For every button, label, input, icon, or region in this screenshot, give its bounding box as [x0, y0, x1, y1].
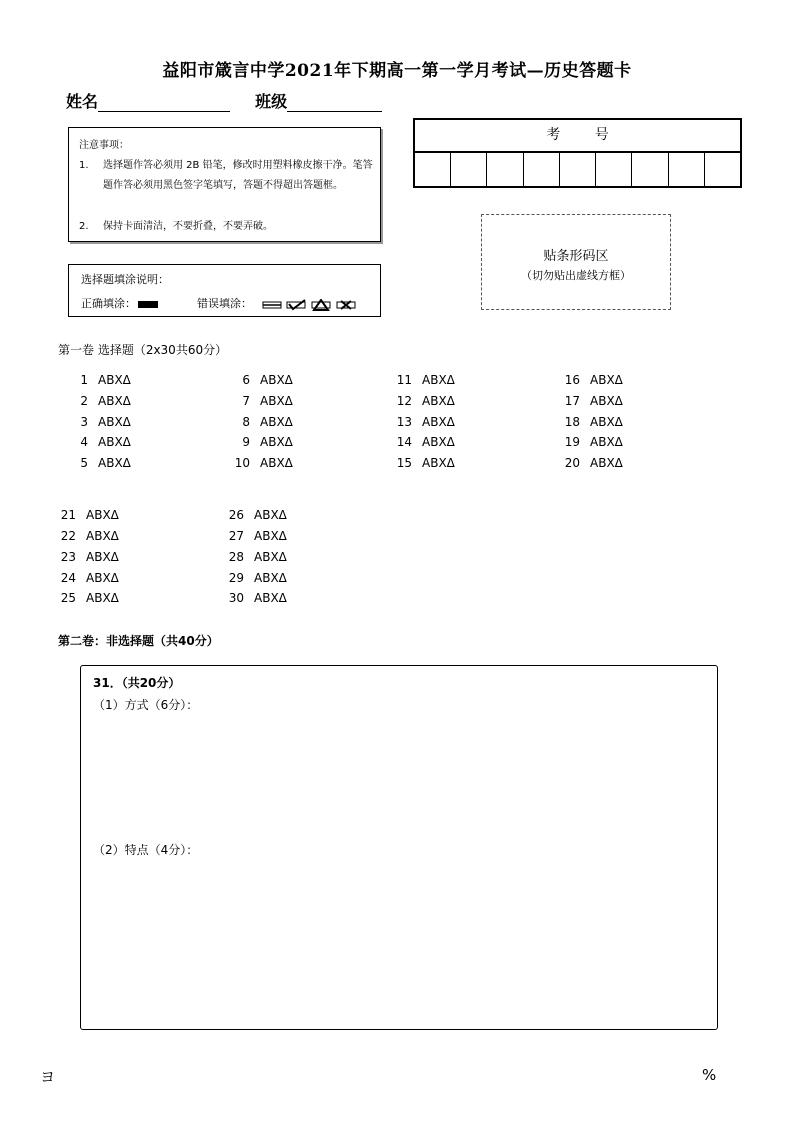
choice-question: [66, 415, 131, 429]
answer-options[interactable]: ABXΔ: [86, 550, 119, 564]
name-class-row: [66, 89, 382, 112]
notice-item-number: 2.: [79, 221, 89, 232]
barcode-note: （切勿贴出虚线方框）: [521, 269, 631, 282]
choice-question: [222, 571, 287, 585]
question-number: 27: [228, 529, 244, 543]
answer-options[interactable]: ABXΔ: [254, 591, 287, 605]
q31-part1-label: （1）方式（6分）：: [93, 698, 199, 712]
question-number: 6: [242, 373, 250, 387]
question-number: 14: [396, 435, 412, 449]
answer-options[interactable]: ABXΔ: [590, 435, 623, 449]
exam-number-cell[interactable]: [560, 153, 596, 186]
choice-question: [558, 415, 623, 429]
choice-question: [66, 456, 131, 470]
choice-question: [222, 508, 287, 522]
answer-options[interactable]: ABXΔ: [254, 550, 287, 564]
question-number: 7: [242, 394, 250, 408]
exam-number-cell[interactable]: [632, 153, 668, 186]
answer-options[interactable]: ABXΔ: [86, 508, 119, 522]
name-label: 姓名: [66, 92, 99, 111]
class-label: 班级: [255, 92, 288, 111]
answer-options[interactable]: ABXΔ: [422, 394, 455, 408]
fill-instructions-box: [68, 264, 381, 317]
answer-options[interactable]: ABXΔ: [260, 394, 293, 408]
exam-number-label: 考 号: [415, 120, 740, 153]
footer-left-mark: ヨ: [40, 1068, 56, 1086]
correct-fill-label: 正确填涂：: [81, 297, 136, 310]
answer-options[interactable]: ABXΔ: [590, 394, 623, 408]
barcode-label: 贴条形码区: [543, 249, 609, 264]
question-number: 3: [80, 415, 88, 429]
answer-options[interactable]: ABXΔ: [260, 456, 293, 470]
question-number: 5: [80, 456, 88, 470]
answer-options[interactable]: ABXΔ: [422, 435, 455, 449]
exam-number-cell[interactable]: [596, 153, 632, 186]
choice-question: [66, 373, 131, 387]
question-number: 22: [60, 529, 76, 543]
question-number: 1: [80, 373, 88, 387]
choice-question: [390, 456, 455, 470]
question-number: 13: [396, 415, 412, 429]
answer-options[interactable]: ABXΔ: [590, 373, 623, 387]
answer-options[interactable]: ABXΔ: [98, 456, 131, 470]
notice-item-text: 保持卡面清洁，不要折叠，不要弄破。: [103, 221, 273, 232]
exam-number-cell[interactable]: [415, 153, 451, 186]
q31-part2-label: （2）特点（4分）：: [93, 843, 199, 857]
wrong-fill-marks: [262, 298, 358, 311]
exam-number-cell[interactable]: [451, 153, 487, 186]
choice-question: [54, 508, 119, 522]
question-number: 9: [242, 435, 250, 449]
question-number: 2: [80, 394, 88, 408]
notice-heading: 注意事项：: [79, 140, 129, 151]
question-number: 25: [60, 591, 76, 605]
choice-question: [54, 529, 119, 543]
wrong-fill-label: 错误填涂：: [197, 297, 252, 310]
section1-title: 第一卷 选择题（2x30共60分）: [58, 343, 228, 357]
choice-question: [558, 394, 623, 408]
fill-examples: [81, 295, 358, 311]
page-title: 益阳市箴言中学2021年下期高一第一学月考试—历史答题卡: [162, 61, 632, 81]
answer-options[interactable]: ABXΔ: [98, 435, 131, 449]
answer-options[interactable]: ABXΔ: [98, 415, 131, 429]
question-number: 20: [564, 456, 580, 470]
question-number: 8: [242, 415, 250, 429]
choice-question: [390, 373, 455, 387]
choice-question: [222, 550, 287, 564]
answer-options[interactable]: ABXΔ: [590, 415, 623, 429]
section2-title: 第二卷：非选择题（共40分）: [58, 634, 219, 648]
choice-question: [228, 415, 293, 429]
footer-right-mark: %: [702, 1066, 717, 1084]
notice-item: [79, 156, 375, 216]
answer-options[interactable]: ABXΔ: [254, 508, 287, 522]
question-number: 23: [60, 550, 76, 564]
answer-options[interactable]: ABXΔ: [260, 373, 293, 387]
answer-options[interactable]: ABXΔ: [98, 373, 131, 387]
answer-options[interactable]: ABXΔ: [422, 415, 455, 429]
notice-box: [68, 127, 381, 242]
class-field[interactable]: [287, 93, 382, 112]
choice-question: [222, 591, 287, 605]
q31-title: 31．（共20分）: [93, 676, 181, 690]
question-number: 11: [396, 373, 412, 387]
exam-number-cells: [415, 153, 740, 186]
question-number: 18: [564, 415, 580, 429]
question-number: 12: [396, 394, 412, 408]
choice-question: [54, 591, 119, 605]
choice-question: [54, 550, 119, 564]
question-number: 17: [564, 394, 580, 408]
choice-question: [228, 435, 293, 449]
exam-number-box: [413, 118, 742, 188]
wrong-fill-icon: [262, 299, 358, 311]
question-number: 26: [228, 508, 244, 522]
question-number: 16: [564, 373, 580, 387]
answer-options[interactable]: ABXΔ: [590, 456, 623, 470]
name-field[interactable]: [98, 93, 230, 112]
answer-options[interactable]: ABXΔ: [86, 529, 119, 543]
answer-box-31[interactable]: [80, 665, 718, 1030]
exam-number-cell[interactable]: [705, 153, 740, 186]
question-number: 30: [228, 591, 244, 605]
question-number: 19: [564, 435, 580, 449]
correct-fill-mark: [138, 301, 158, 308]
answer-options[interactable]: ABXΔ: [260, 415, 293, 429]
answer-options[interactable]: ABXΔ: [98, 394, 131, 408]
choice-question: [54, 571, 119, 585]
answer-options[interactable]: ABXΔ: [86, 571, 119, 585]
notice-item: [79, 217, 375, 237]
answer-options[interactable]: ABXΔ: [86, 591, 119, 605]
question-number: 15: [396, 456, 412, 470]
question-number: 21: [60, 508, 76, 522]
fill-heading: 选择题填涂说明：: [81, 273, 169, 286]
question-number: 29: [228, 571, 244, 585]
exam-number-cell[interactable]: [487, 153, 523, 186]
choice-question: [390, 435, 455, 449]
exam-number-cell[interactable]: [524, 153, 560, 186]
choice-question: [558, 373, 623, 387]
choice-question: [228, 373, 293, 387]
choice-question: [66, 435, 131, 449]
answer-options[interactable]: ABXΔ: [260, 435, 293, 449]
answer-options[interactable]: ABXΔ: [422, 373, 455, 387]
notice-item-number: 1.: [79, 160, 89, 171]
choice-question: [222, 529, 287, 543]
choice-question: [390, 394, 455, 408]
choice-question: [390, 415, 455, 429]
choice-question: [558, 456, 623, 470]
choice-question: [228, 394, 293, 408]
notice-item-text: 选择题作答必须用 2B 铅笔，修改时用塑料橡皮擦干净。笔答题作答必须用黑色签字笔填写，答题不得超出答题框。: [103, 160, 373, 191]
answer-options[interactable]: ABXΔ: [254, 571, 287, 585]
exam-number-cell[interactable]: [669, 153, 705, 186]
question-number: 24: [60, 571, 76, 585]
choice-question: [66, 394, 131, 408]
choice-question: [228, 456, 293, 470]
question-number: 28: [228, 550, 244, 564]
answer-options[interactable]: ABXΔ: [254, 529, 287, 543]
barcode-area: [481, 214, 671, 310]
question-number: 4: [80, 435, 88, 449]
answer-options[interactable]: ABXΔ: [422, 456, 455, 470]
choice-question: [558, 435, 623, 449]
question-number: 10: [234, 456, 250, 470]
